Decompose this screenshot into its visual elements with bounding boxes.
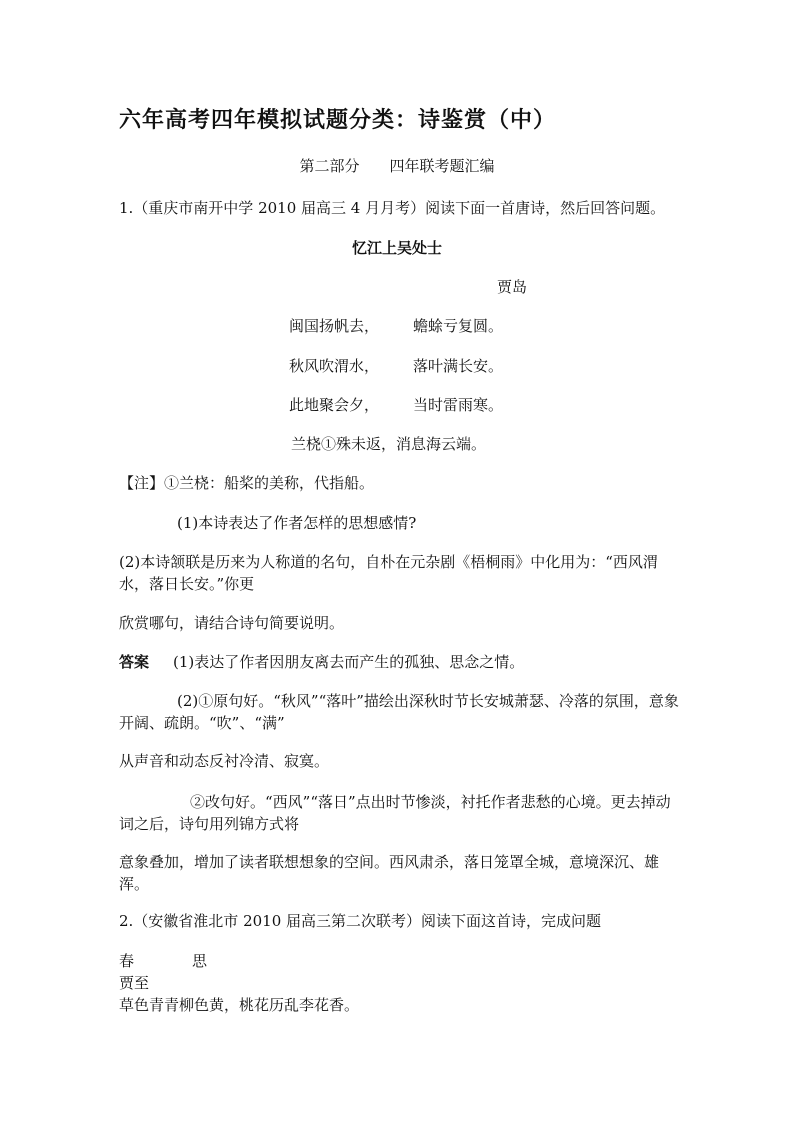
poem-line-2-b: 落叶满长安。: [413, 357, 504, 375]
sub-question-2: (2)本诗颔联是历来为人称道的名句，自朴在元杂剧《梧桐雨》中化用为：“西风渭水，落日长安。”你更: [119, 553, 658, 593]
page-title: 六年高考四年模拟试题分类：诗鉴赏（中）: [119, 107, 557, 133]
poem-line-2-a: 秋风吹渭水，: [289, 357, 380, 375]
sub-question-2-cont: 欣赏哪句，请结合诗句简要说明。: [119, 614, 345, 632]
poem-line-4: 兰桡①殊未返，消息海云端。: [291, 435, 487, 453]
question-2-stem: 2.（安徽省淮北市 2010 届高三第二次联考）阅读下面这首诗，完成问题: [119, 912, 602, 930]
answer-1: (1)表达了作者因朋友离去而产生的孤独、思念之情。: [173, 653, 525, 671]
answer-2-cont: 从声音和动态反衬冷清、寂寞。: [119, 752, 330, 770]
poem-line-2: [289, 355, 684, 377]
question-1-stem: 1.（重庆市南开中学 2010 届高三 4 月月考）阅读下面一首唐诗，然后回答问题。: [119, 199, 666, 217]
poem-2-title-2: 思: [192, 952, 208, 970]
poem-line-1-a: 闽国扬帆去，: [289, 317, 380, 335]
poem-2-title: [119, 950, 684, 972]
section-name: 四年联考题汇编: [389, 157, 495, 175]
answer-3: ②改句好。“西风”“落日”点出时节惨淡，衬托作者悲愁的心境。更去掉动词之后，诗句用列锦方式将: [119, 793, 671, 833]
answer-3-cont: 意象叠加，增加了读者联想想象的空间。西风肃杀，落日笼罩全城，意境深沉、雄浑。: [119, 853, 660, 893]
poem-line-3: [289, 394, 684, 416]
sub-question-1: (1)本诗表达了作者怎样的思想感情?: [177, 514, 417, 532]
poem-line-3-a: 此地聚会夕，: [289, 396, 380, 414]
poem-2-title-1: 春: [119, 952, 135, 970]
answer-label: 答案: [119, 653, 150, 671]
section-heading: [0, 155, 794, 177]
answer-2: (2)①原句好。“秋风”“落叶”描绘出深秋时节长安城萧瑟、冷落的氛围，意象开阔、疏朗。“吹”、“满”: [119, 692, 679, 732]
poem-2-author: 贾至: [119, 974, 150, 992]
poem-2-line-1: 草色青青柳色黄，桃花历乱李花香。: [119, 996, 360, 1014]
poem-line-1: [289, 315, 684, 337]
poem-line-1-b: 蟾蜍亏复圆。: [413, 317, 504, 335]
section-part: 第二部分: [299, 157, 360, 175]
answer-line-1: [119, 651, 684, 673]
poem-note: 【注】①兰桡：船桨的美称，代指船。: [119, 474, 375, 492]
poem-author: 贾岛: [497, 278, 528, 296]
poem-title: 忆江上吴处士: [351, 239, 442, 257]
poem-line-3-b: 当时雷雨寒。: [413, 396, 504, 414]
